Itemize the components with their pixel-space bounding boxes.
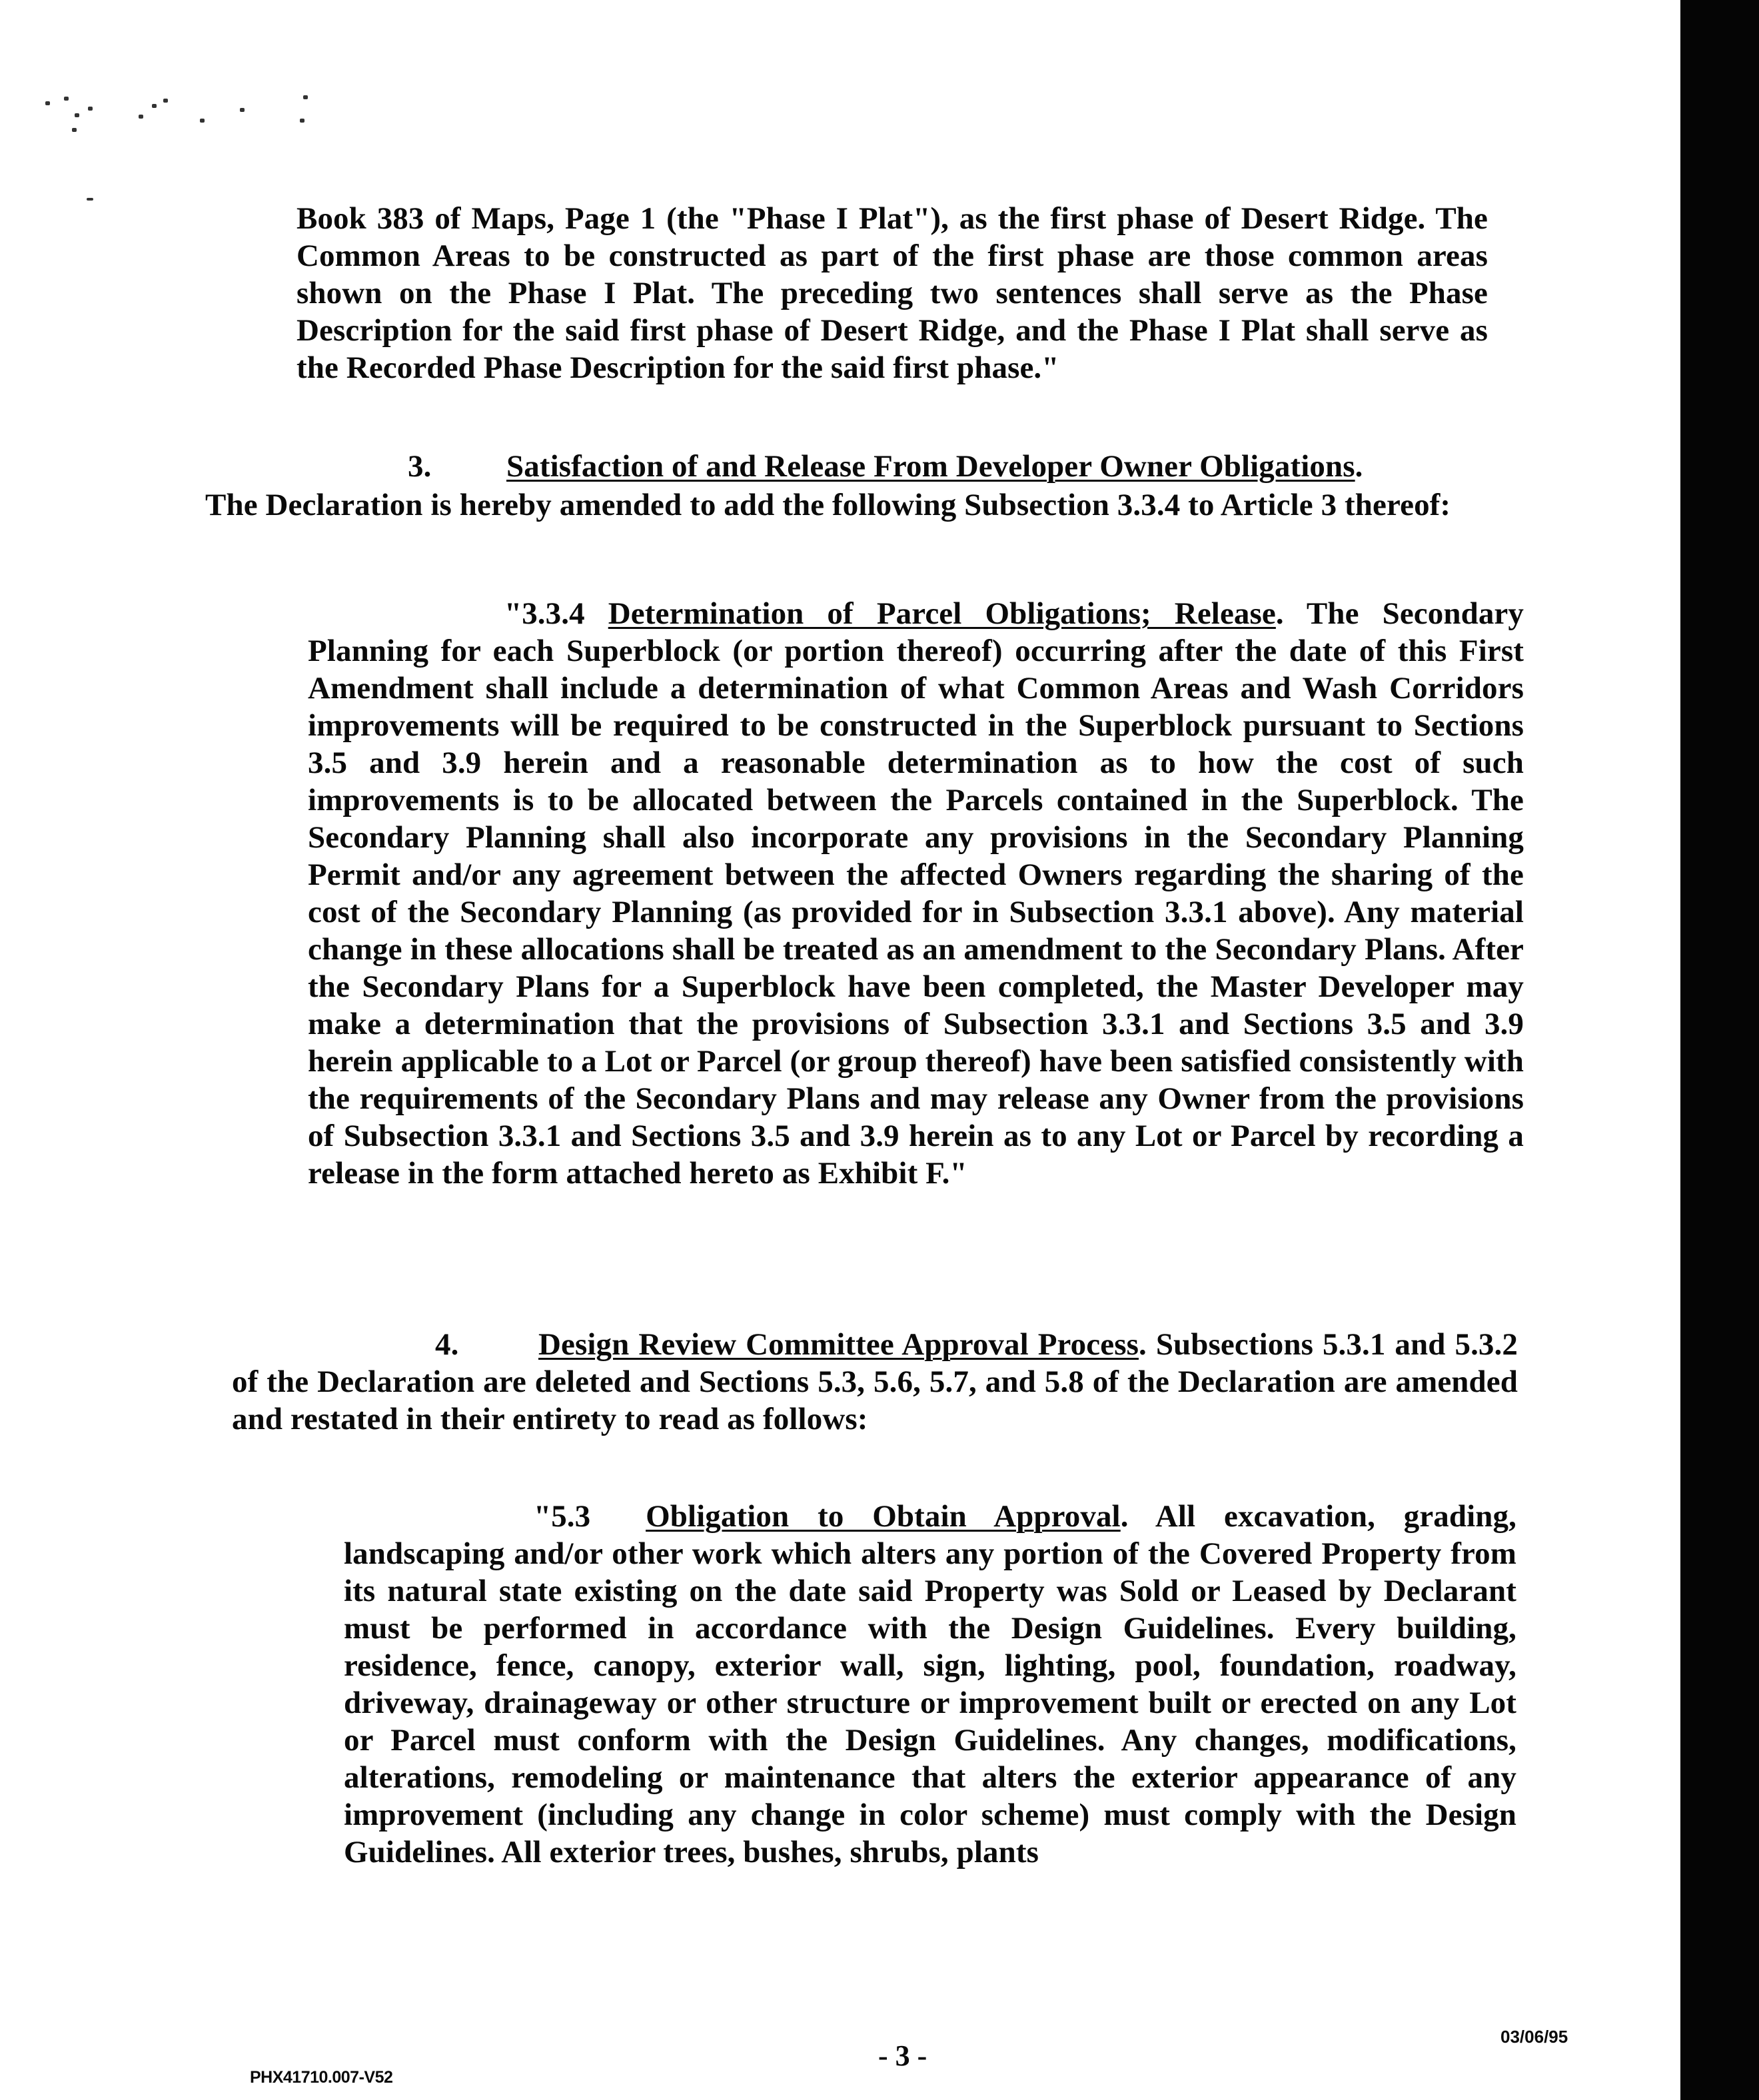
subsection-3-3-4-title: Determination of Parcel Obligations; Release xyxy=(608,596,1276,631)
section-3-title: Satisfaction of and Release From Developer Owner Obligations xyxy=(506,449,1355,484)
subsection-3-3-4-trail: . xyxy=(1275,596,1284,631)
subsection-3-3-4-prefix: "3.3.4 xyxy=(504,596,585,631)
speck xyxy=(200,119,205,123)
section-3-number: 3. xyxy=(408,449,432,484)
subsection-3-3-4 xyxy=(308,595,1524,1192)
section-4-first-words: Subsections 5.3.1 xyxy=(1155,1327,1386,1362)
subsection-5-3-text: All excavation, grading, landscaping and/or other work which alters any portion of the Covered Property from its natural state existing on the date said Property was Sold or Leased by Declarant must be performed in accordance with the Design Guidelines. Every building, residence, fence, canopy, exterior wall, sign, lighting, pool, foundation, roadway, driveway, drainageway or other structure or improvement built or erected on any Lot or Parcel must conform with the Design Guidelines. Any changes, modifications, alterations, remodeling or maintenance that alters the exterior appearance of any improvement (including any change in color scheme) must comply with the Design Guidelines. All exterior trees, bushes, shrubs, plants xyxy=(344,1499,1516,1869)
speck xyxy=(152,104,157,108)
intro-text: Book 383 of Maps, Page 1 (the "Phase I Plat"), as the first phase of Desert Ridge. The Common Areas to be constructed as part of the first phase are those common areas shown on the Phase I Plat. The preceding two sentences shall serve as the Phase Description for the said first phase of Desert Ridge, and the Phase I Plat shall serve as the Recorded Phase Description for the said first phase." xyxy=(296,201,1488,385)
speck xyxy=(72,128,77,132)
speck xyxy=(64,97,69,101)
section-3-body xyxy=(205,486,1481,524)
speck xyxy=(303,95,308,99)
speck xyxy=(300,119,304,123)
section-3-text: The Declaration is hereby amended to add the following Subsection 3.3.4 to Article 3 thereof: xyxy=(205,488,1451,522)
footer-doc-id: PHX41710.007-V52 xyxy=(250,2068,393,2087)
subsection-5-3 xyxy=(344,1498,1516,1871)
section-4-text: and 5.3.2 of the Declaration are deleted and Sections 5.3, 5.6, 5.7, and 5.8 of the Declaration are amended and restated in their entirety to read as follows: xyxy=(232,1327,1518,1436)
subsection-3-3-4-text: The Secondary Planning for each Superblock (or portion thereof) occurring after the date of this First Amendment shall include a determination of what Common Areas and Wash Corridors improvements will be required to be constructed in the Superblock pursuant to Sections 3.5 and 3.9 herein and a reasonable determination as to how the cost of such improvements is to be allocated between the Parcels contained in the Superblock. The Secondary Planning shall also incorporate any provisions in the Secondary Planning Permit and/or any agreement between the affected Owners regarding the sharing of the cost of the Secondary Planning (as provided for in Subsection 3.3.1 above). Any material change in these allocations shall be treated as an amendment to the Secondary Plans. After the Secondary Plans for a Superblock have been completed, the Master Developer may make a determination that the provisions of Subsection 3.3.1 and Sections 3.5 and 3.9 herein applicable to a Lot or Parcel (or group thereof) have been satisfied consistently with the requirements of the Secondary Plans and may release any Owner from the provisions of Subsection 3.3.1 and Sections 3.5 and 3.9 herein as to any Lot or Parcel by recording a release in the form attached hereto as Exhibit F." xyxy=(308,596,1524,1191)
footer-page-number: - 3 - xyxy=(878,2039,927,2072)
speck xyxy=(88,107,93,111)
subsection-5-3-trail: . xyxy=(1120,1499,1129,1534)
speck xyxy=(45,101,50,105)
subsection-5-3-title: Obligation to Obtain Approval xyxy=(646,1499,1121,1534)
section-4-trail: . xyxy=(1138,1327,1147,1362)
scan-dark-edge xyxy=(1680,0,1759,2100)
speck xyxy=(87,198,93,201)
section-4-title: Design Review Committee Approval Process xyxy=(538,1327,1139,1362)
speck xyxy=(139,115,143,119)
subsection-5-3-prefix: "5.3 xyxy=(534,1499,591,1534)
speck xyxy=(163,99,168,103)
section-4 xyxy=(232,1326,1518,1438)
footer-date: 03/06/95 xyxy=(1500,2027,1568,2047)
section-4-number: 4. xyxy=(435,1327,459,1362)
section-3-trail: . xyxy=(1355,449,1363,484)
section-3-heading xyxy=(408,448,1520,485)
speck xyxy=(240,108,245,112)
speck xyxy=(75,113,79,117)
intro-paragraph xyxy=(296,200,1488,386)
